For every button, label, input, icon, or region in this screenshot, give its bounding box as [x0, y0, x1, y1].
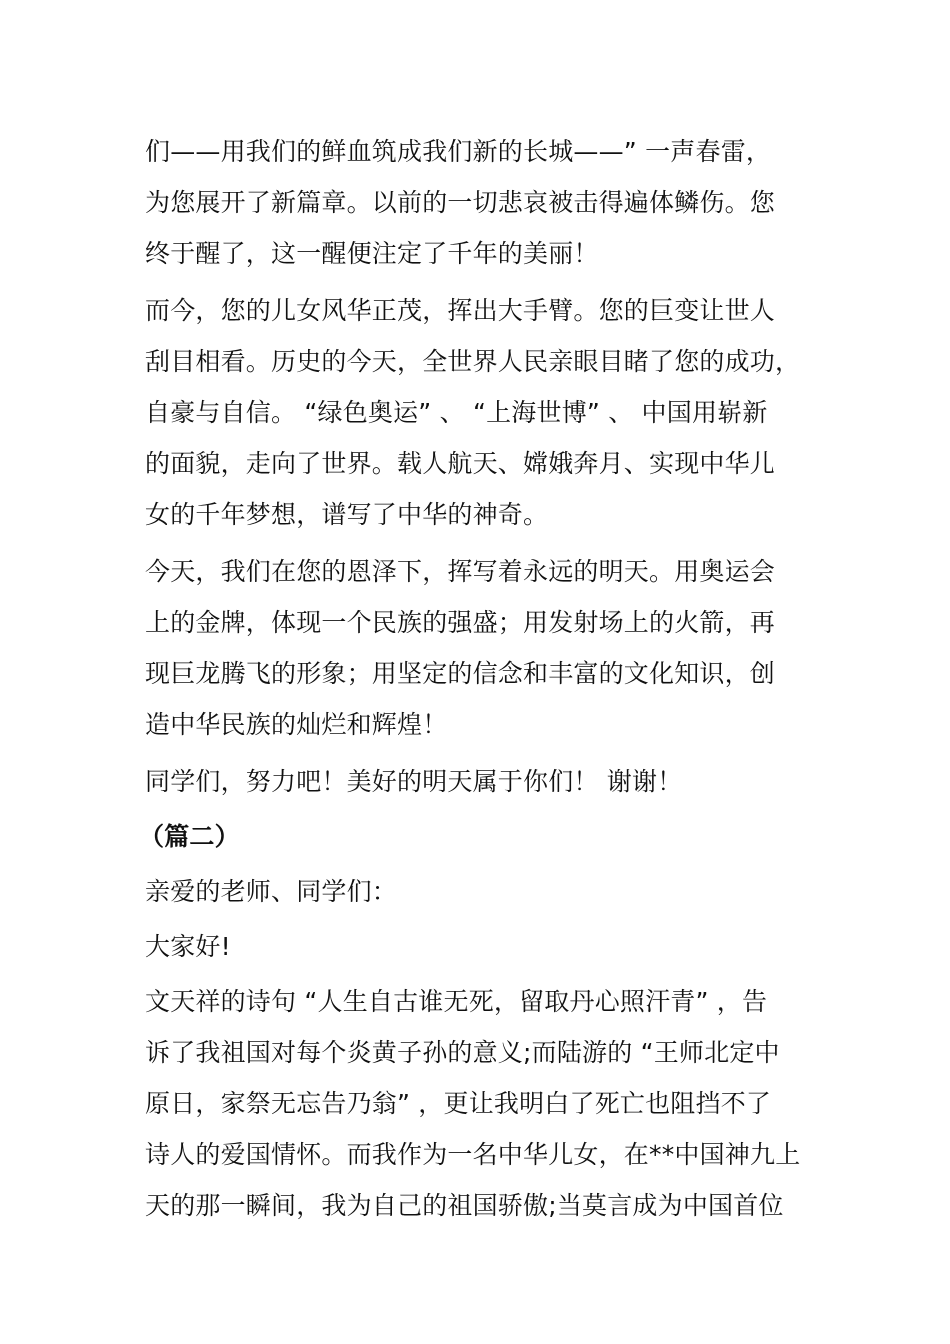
- text-line: 刮目相看。历史的今天，全世界人民亲眼目睹了您的成功，: [145, 347, 801, 376]
- text-line: 文天祥的诗句 “人生自古谁无死，留取丹心照汗青” ，告: [145, 987, 768, 1016]
- text-line: 今天，我们在您的恩泽下，挥写着永远的明天。用奥运会: [145, 557, 776, 586]
- text-line: 大家好!: [145, 932, 231, 961]
- text-line: 同学们，努力吧！美好的明天属于你们！ 谢谢！: [145, 767, 683, 796]
- text-line: 自豪与自信。 “绿色奥运” 、 “上海世博” 、 中国用崭新: [145, 398, 768, 427]
- text-line: 女的千年梦想，谱写了中华的神奇。: [145, 500, 549, 529]
- document-body: [139, 126, 810, 1237]
- text-line: 原日，家祭无忘告乃翁” ，更让我明白了死亡也阻挡不了: [145, 1089, 772, 1118]
- paragraph-4: [145, 756, 810, 807]
- salutation: [145, 866, 810, 917]
- text-line: 造中华民族的灿烂和辉煌！: [145, 710, 448, 739]
- paragraph-5: [145, 976, 810, 1231]
- text-line: 亲爱的老师、同学们：: [145, 877, 398, 906]
- paragraph-3: [145, 546, 810, 750]
- paragraph-2: [145, 285, 810, 540]
- text-line: 的面貌，走向了世界。载人航天、嫦娥奔月、实现中华儿: [145, 449, 776, 478]
- section-heading: [139, 811, 810, 862]
- text-line: 为您展开了新篇章。以前的一切悲哀被击得遍体鳞伤。您: [145, 188, 776, 217]
- text-line: 而今，您的儿女风华正茂，挥出大手臂。您的巨变让世人: [145, 296, 776, 325]
- section-heading-text: （篇二）: [139, 822, 240, 851]
- text-line: 上的金牌，体现一个民族的强盛；用发射场上的火箭，再: [145, 608, 776, 637]
- text-line: 诉了我祖国对每个炎黄子孙的意义;而陆游的 “王师北定中: [145, 1038, 780, 1067]
- text-line: 们——用我们的鲜血筑成我们新的长城——” 一声春雷，: [145, 137, 772, 166]
- text-line: 天的那一瞬间，我为自己的祖国骄傲;当莫言成为中国首位: [145, 1191, 784, 1220]
- text-line: 现巨龙腾飞的形象；用坚定的信念和丰富的文化知识，创: [145, 659, 776, 688]
- greeting: [145, 921, 810, 972]
- text-line: 终于醒了，这一醒便注定了千年的美丽！: [145, 239, 599, 268]
- paragraph-1: [145, 126, 810, 279]
- text-line: 诗人的爱国情怀。而我作为一名中华儿女，在**中国神九上: [145, 1140, 801, 1169]
